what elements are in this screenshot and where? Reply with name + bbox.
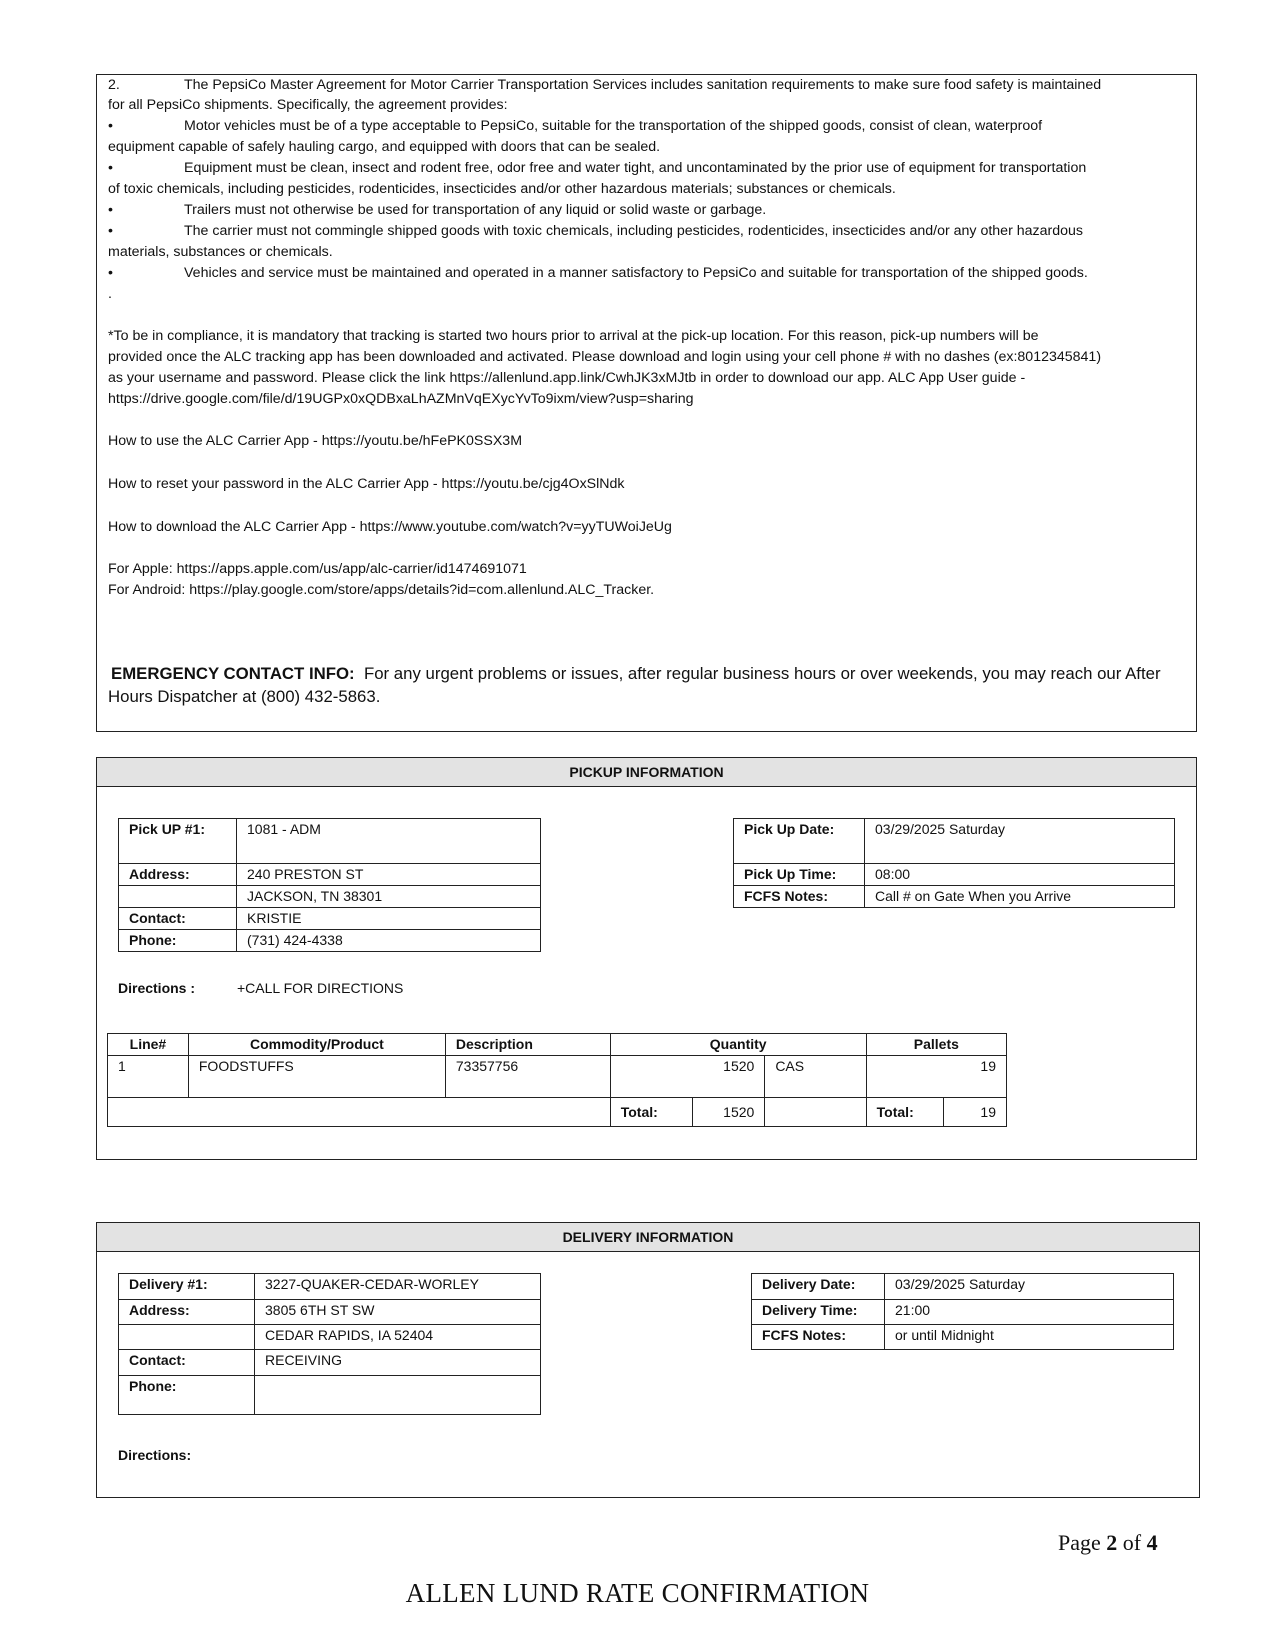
address-label: Address: [119, 1300, 255, 1325]
address-label: Address: [119, 864, 237, 886]
contact-value: KRISTIE [237, 908, 541, 930]
terms-text: of toxic chemicals, including pesticides, rodenticides, insecticides and/or other hazardous materials; substances or chemicals. [108, 181, 896, 197]
howto-reset-link[interactable]: How to reset your password in the ALC Carrier App - https://youtu.be/cjg4OxSlNdk [108, 476, 625, 492]
delivery-location-table [118, 1273, 541, 1415]
cell-commodity: FOODSTUFFS [188, 1056, 445, 1098]
terms-text: Vehicles and service must be maintained and operated in a manner satisfactory to PepsiCo and suitable for transportation of the shipped goods. [184, 265, 1088, 281]
totals-row [108, 1098, 1007, 1127]
total-pallets-value: 19 [944, 1098, 1007, 1127]
howto-use-link[interactable]: How to use the ALC Carrier App - https://youtu.be/hFePK0SSX3M [108, 433, 523, 449]
bullet-icon: • [108, 118, 113, 134]
commodity-table [107, 1033, 1007, 1127]
pickup-number-label: Pick UP #1: [119, 819, 237, 864]
pickup-header: PICKUP INFORMATION [97, 758, 1196, 787]
cell-quantity: 1520 [610, 1056, 765, 1098]
apple-link[interactable]: For Apple: https://apps.apple.com/us/app/alc-carrier/id1474691071 [108, 561, 527, 577]
delivery-number-value: 3227-QUAKER-CEDAR-WORLEY [255, 1274, 541, 1300]
pickup-number-value: 1081 - ADM [237, 819, 541, 864]
tracking-line[interactable]: as your username and password. Please click the link https://allenlund.app.link/CwhJK3xMJtb in order to download our app. ALC App User guide - [108, 370, 1026, 386]
directions-label: Directions : [118, 980, 196, 996]
phone-label: Phone: [119, 1376, 255, 1415]
empty-cell [119, 1325, 255, 1350]
pickup-schedule-table [733, 818, 1175, 908]
empty-cell [119, 886, 237, 908]
col-header-quantity: Quantity [610, 1034, 866, 1056]
cell-unit: CAS [765, 1056, 866, 1098]
col-header-description: Description [445, 1034, 610, 1056]
terms-line [108, 116, 1043, 136]
directions-label: Directions: [118, 1447, 192, 1463]
total-qty-value: 1520 [693, 1098, 765, 1127]
pickup-location-table [118, 818, 541, 952]
pickup-time-value: 08:00 [865, 864, 1175, 886]
cell-line: 1 [108, 1056, 189, 1098]
page-total: 4 [1146, 1530, 1158, 1555]
emergency-contact-cont: Hours Dispatcher at (800) 432-5863. [108, 687, 381, 706]
delivery-time-value: 21:00 [885, 1300, 1174, 1325]
total-qty-label: Total: [610, 1098, 693, 1127]
howto-download-link[interactable]: How to download the ALC Carrier App - https://www.youtube.com/watch?v=yyTUWoiJeUg [108, 519, 672, 535]
address-line-1: 240 PRESTON ST [237, 864, 541, 886]
emergency-label: EMERGENCY CONTACT INFO: [111, 664, 355, 683]
document-title: ALLEN LUND RATE CONFIRMATION [405, 1578, 870, 1608]
terms-line [108, 284, 112, 304]
tracking-line: *To be in compliance, it is mandatory that tracking is started two hours prior to arrival at the pick-up location. For this reason, pick-up numbers will be [108, 328, 1039, 344]
emergency-text: For any urgent problems or issues, after regular business hours or over weekends, you may reach our After [363, 664, 1161, 683]
fcfs-notes-value: Call # on Gate When you Arrive [865, 886, 1175, 908]
delivery-date-value: 03/29/2025 Saturday [885, 1274, 1174, 1300]
android-link[interactable]: For Android: https://play.google.com/store/apps/details?id=com.allenlund.ALC_Tracker. [108, 582, 655, 598]
terms-line [108, 263, 1088, 283]
delivery-number-label: Delivery #1: [119, 1274, 255, 1300]
bullet-icon: • [108, 223, 113, 239]
emergency-contact [111, 664, 1161, 684]
terms-text: Trailers must not otherwise be used for transportation of any liquid or solid waste or garbage. [184, 202, 767, 218]
terms-number: 2. [108, 77, 120, 93]
address-line-2: CEDAR RAPIDS, IA 52404 [255, 1325, 541, 1350]
terms-line [108, 137, 660, 157]
delivery-date-label: Delivery Date: [752, 1274, 885, 1300]
terms-text: The PepsiCo Master Agreement for Motor Carrier Transportation Services includes sanitation requirements to make sure food safety is maintained [184, 77, 1102, 93]
address-line-2: JACKSON, TN 38301 [237, 886, 541, 908]
bullet-icon: • [108, 265, 113, 281]
phone-label: Phone: [119, 930, 237, 952]
fcfs-notes-label: FCFS Notes: [752, 1325, 885, 1350]
page-current: 2 [1106, 1530, 1118, 1555]
terms-text: The carrier must not commingle shipped goods with toxic chemicals, including pesticides, rodenticides, insecticides and/or any other hazardous [184, 223, 1083, 239]
pickup-date-value: 03/29/2025 Saturday [865, 819, 1175, 864]
terms-text: materials, substances or chemicals. [108, 244, 333, 260]
terms-line [108, 200, 767, 220]
phone-value: (731) 424-4338 [237, 930, 541, 952]
bullet-icon: • [108, 160, 113, 176]
empty-cell [108, 1098, 611, 1127]
terms-text: Motor vehicles must be of a type acceptable to PepsiCo, suitable for the transportation of the shipped goods, consist of clean, waterproof [184, 118, 1043, 134]
delivery-time-label: Delivery Time: [752, 1300, 885, 1325]
pickup-date-label: Pick Up Date: [734, 819, 865, 864]
fcfs-notes-label: FCFS Notes: [734, 886, 865, 908]
page-of: of [1122, 1530, 1142, 1555]
terms-text: for all PepsiCo shipments. Specifically, the agreement provides: [108, 97, 508, 113]
page-prefix: Page [1058, 1530, 1101, 1555]
terms-text: equipment capable of safely hauling cargo, and equipped with doors that can be sealed. [108, 139, 661, 155]
fcfs-notes-value: or until Midnight [885, 1325, 1174, 1350]
col-header-pallets: Pallets [866, 1034, 1006, 1056]
delivery-section [96, 1222, 1200, 1498]
address-line-1: 3805 6TH ST SW [255, 1300, 541, 1325]
pickup-time-label: Pick Up Time: [734, 864, 865, 886]
table-row [108, 1056, 1007, 1098]
page-number [1058, 1530, 1158, 1556]
user-guide-link[interactable]: https://drive.google.com/file/d/19UGPx0xQDBxaLhAZMnVqEXycYvTo9ixm/view?usp=sharing [108, 391, 694, 407]
total-pallets-label: Total: [866, 1098, 944, 1127]
terms-line [108, 158, 1087, 178]
terms-text: Equipment must be clean, insect and rodent free, odor free and water tight, and uncontaminated by the prior use of equipment for transportation [184, 160, 1087, 176]
cell-description: 73357756 [445, 1056, 610, 1098]
terms-line [108, 95, 508, 115]
terms-line [108, 242, 333, 262]
bullet-icon: • [108, 202, 113, 218]
delivery-header: DELIVERY INFORMATION [97, 1223, 1199, 1252]
pickup-section [96, 757, 1197, 1160]
terms-text: . [108, 286, 112, 302]
empty-cell [765, 1098, 866, 1127]
col-header-commodity: Commodity/Product [188, 1034, 445, 1056]
cell-pallets: 19 [866, 1056, 1006, 1098]
contact-label: Contact: [119, 908, 237, 930]
contact-value: RECEIVING [255, 1350, 541, 1376]
phone-value [255, 1376, 541, 1415]
terms-line [108, 75, 1102, 95]
terms-line [108, 179, 896, 199]
directions-value: +CALL FOR DIRECTIONS [237, 980, 404, 996]
terms-line [108, 221, 1083, 241]
contact-label: Contact: [119, 1350, 255, 1376]
terms-section [96, 74, 1197, 732]
delivery-schedule-table [751, 1273, 1174, 1350]
col-header-line: Line# [108, 1034, 189, 1056]
tracking-line: provided once the ALC tracking app has been downloaded and activated. Please download and login using your cell phone # with no dashes (ex:8012345841) [108, 349, 1102, 365]
